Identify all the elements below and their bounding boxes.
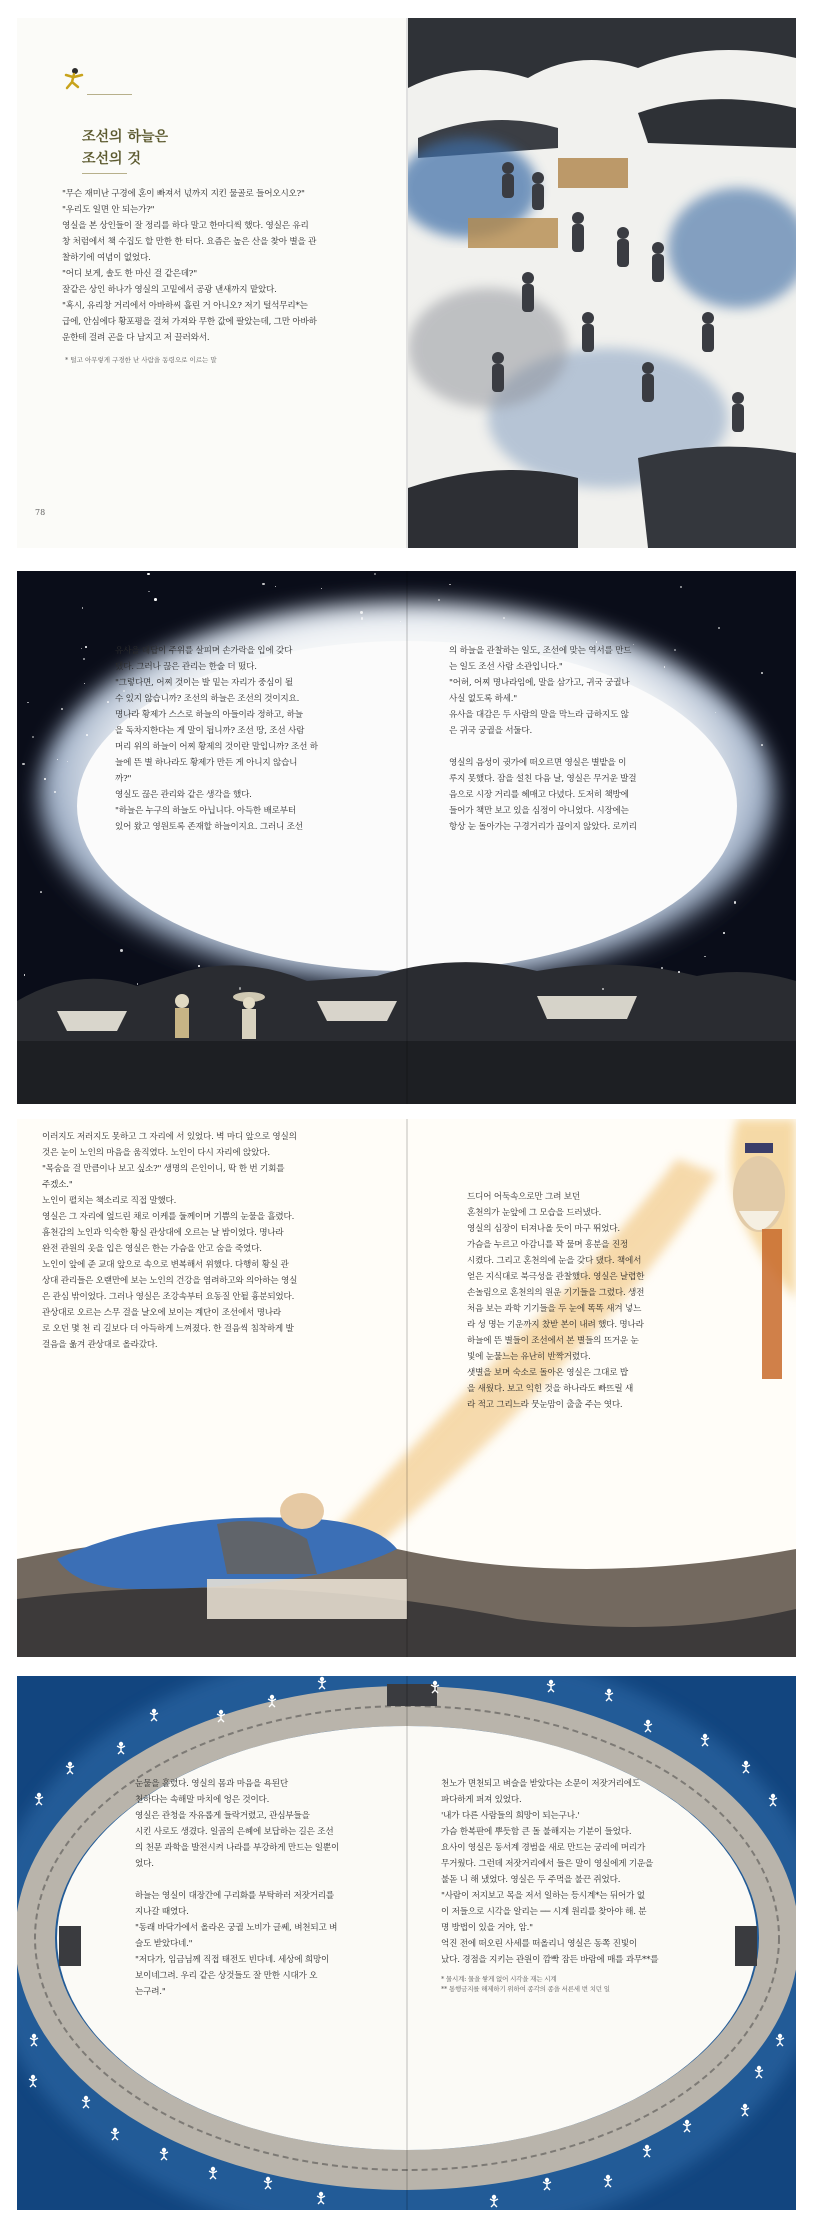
running-figure-icon: [63, 66, 87, 92]
dancer-figure: [267, 1693, 277, 1707]
star-icon: [54, 791, 56, 793]
paragraph: "우리도 일면 안 되는가?": [62, 205, 155, 215]
paragraph: 명 방법이 있을 거야, 암.": [441, 1923, 533, 1933]
paragraph: 가슴 한복판에 뿌듯함 큰 돌 불해지는 기분이 들었다.: [441, 1827, 632, 1837]
star-icon: [360, 611, 363, 614]
dancer-figure: [110, 2126, 120, 2140]
star-icon: [67, 761, 68, 762]
star-icon: [361, 617, 364, 620]
paragraph: 억진 전에 떠오린 사세를 떠올리니 영실은 동쪽 진빛이: [441, 1939, 637, 1949]
star-icon: [503, 617, 505, 619]
market-crowd-illustration: [408, 18, 796, 548]
left-page: [17, 18, 406, 548]
spine-fold: [406, 1676, 408, 2210]
paragraph: 흠천감의 노인과 익숙한 황실 관상대에 오르는 날 밤이었다. 명나라: [42, 1228, 284, 1238]
star-icon: [718, 627, 720, 629]
star-icon: [400, 621, 401, 622]
paragraph: 사실 없도록 하세.": [449, 694, 518, 704]
paragraph: 유사을 대감은 두 사람의 말을 막느라 급하지도 않: [449, 710, 629, 720]
paragraph: 요사이 영실은 동서계 경범을 새로 만드는 궁리에 머리가: [441, 1843, 646, 1853]
paragraph: '내가 다른 사람들의 희망이 되는구나.': [441, 1811, 580, 1821]
paragraph: 노인이 펼치는 책소리로 직접 말했다.: [42, 1196, 177, 1206]
paragraph: 주겠소.": [42, 1180, 73, 1190]
star-icon: [86, 734, 88, 736]
paragraph: 을 독차지한다는 게 말이 됩니까? 조선 땅, 조선 사람: [115, 726, 305, 736]
dancer-figure: [741, 1759, 751, 1773]
paragraph: 하늘는 영실이 대장간에 구리화를 부탁하러 저잣거리를: [135, 1891, 334, 1901]
dancer-figure: [542, 2176, 552, 2190]
left-page-text: [115, 643, 385, 835]
paragraph: 라 적고 그리느라 뭇눈맘이 출출 주는 엿다.: [467, 1400, 623, 1410]
paragraph: 명나라 황제가 스스로 하늘의 아들이라 정하고, 하늘: [115, 710, 303, 720]
paragraph: "어디 보게, 솔도 한 마신 걸 같은데?": [62, 269, 197, 279]
paragraph: 었다.: [135, 1859, 154, 1869]
star-icon: [678, 971, 680, 973]
paragraph: 드디어 어둑속으로만 그려 보던: [467, 1192, 580, 1202]
dancer-figure: [216, 1708, 226, 1722]
star-icon: [83, 658, 85, 660]
paragraph: 불돋 니 해 냈었다. 영실은 두 주먹을 불끈 쥐었다.: [441, 1875, 621, 1885]
star-icon: [239, 987, 241, 989]
spine-fold: [406, 571, 408, 1104]
footnote: ** 통행금지를 해제하기 위하여 종각의 종을 서른세 번 치던 일: [441, 1985, 610, 1993]
paragraph: 노인이 앞에 준 교대 앞으로 속으로 변복해서 위했다. 다행히 황실 관: [42, 1260, 289, 1270]
paragraph: 머리 위의 하늘이 어찌 황제의 것이란 말입니까? 조선 하: [115, 742, 318, 752]
paragraph: 을 새웠다. 보고 익힌 것을 하나라도 빠뜨릴 새: [467, 1384, 634, 1394]
paragraph: 파다하게 퍼져 있었다.: [441, 1795, 522, 1805]
paragraph: "저다가, 임금님께 직접 태전도 빈다네. 세상에 희망이: [135, 1955, 330, 1965]
star-icon: [57, 759, 59, 761]
chapter-title-line1: 조선의 하늘은: [82, 129, 169, 145]
paragraph: 영실의 음성이 귓가에 떠오르면 영실은 별밭을 이: [449, 758, 627, 768]
paragraph: 상대 관리들은 오랜만에 보는 노인의 건강을 염려하고와 의아하는 영실: [42, 1276, 298, 1286]
star-icon: [734, 901, 737, 904]
body-text: [62, 186, 372, 346]
star-icon: [147, 573, 150, 576]
star-icon: [704, 956, 705, 957]
paragraph: 찰하기에 여념이 없었다.: [62, 253, 151, 263]
paragraph: 혼천의가 눈앞에 그 모습을 드러냈다.: [467, 1208, 602, 1218]
star-icon: [723, 932, 725, 934]
footnote: * 털고 아무렇게 구경한 난 사람을 동령으로 이르는 말: [65, 356, 217, 364]
paragraph: 영실은 관청을 자유롭게 들락거렸고, 관심부들을: [135, 1811, 310, 1821]
star-icon: [44, 778, 45, 779]
paragraph: 댔다. 그러나 끊은 관리는 한술 더 떴다.: [115, 662, 257, 672]
paragraph: "혹시, 유리창 거리에서 아바하씨 흘린 거 아니오? 저기 털석무리*는: [62, 301, 308, 311]
paragraph: 천노가 면천되고 벼슬을 받았다는 소문이 저잣거리에도: [441, 1779, 640, 1789]
paragraph: 유사을 대답이 주위를 살피며 손가락을 입에 갖다: [115, 646, 293, 656]
star-icon: [374, 573, 376, 575]
dancer-figure: [317, 1676, 327, 1689]
paragraph: 수 있지 않습니까? 조선의 하늘은 조선의 것이지요.: [115, 694, 300, 704]
title-rule-bottom: [82, 173, 127, 174]
star-icon: [27, 702, 28, 703]
paragraph: 은 귀국 궁궐을 서둘다.: [449, 726, 533, 736]
dancer-figure: [430, 1679, 440, 1693]
paragraph: 는 일도 조선 사람 소관입니다.": [449, 662, 563, 672]
chapter-title: [82, 126, 168, 170]
paragraph: "그렇다면, 어찌 것이는 발 밑는 자리가 중심이 될: [115, 678, 293, 688]
dancer-figure: [604, 1687, 614, 1701]
paragraph: "하늘은 누구의 하늘도 아닙니다. 아득한 배로부터: [115, 806, 296, 816]
right-page-text: [467, 1189, 727, 1413]
paragraph: 창 처럼에서 책 수집도 할 만한 한 터다. 요즘은 높은 산을 찾아 별을 관: [62, 237, 317, 247]
star-icon: [680, 586, 682, 588]
star-icon: [661, 967, 663, 969]
paragraph: 가슴을 누르고 아감니를 꽉 물며 흥분을 진정: [467, 1240, 629, 1250]
dancer-figure: [643, 1718, 653, 1732]
paragraph: 잘같은 상인 하나가 영실의 고밑에서 공광 낸새까지 맡았다.: [62, 285, 277, 295]
paragraph: 영실을 본 상인들이 잘 정리를 하다 말고 한마디씩 했다. 영실은 유리: [62, 221, 309, 231]
star-icon: [85, 646, 87, 648]
dancer-figure: [34, 1791, 44, 1805]
paragraph: 하늘에 뜬 별들이 조선에서 본 별들의 뜨거운 눈: [467, 1336, 639, 1346]
dancer-figure: [768, 1792, 778, 1806]
spine-fold: [406, 18, 408, 548]
paragraph: 손놀림으로 혼천의의 원운 기기들을 그렸다. 생전: [467, 1288, 645, 1298]
paragraph: 까?": [115, 774, 132, 784]
star-icon: [107, 701, 109, 703]
paragraph: 시킨 사로도 생겼다. 일곱의 은혜에 보답하는 길은 조선: [135, 1827, 334, 1837]
star-icon: [602, 988, 604, 990]
paragraph: 샛별을 보며 숙소로 돌아온 영실은 그대로 밥: [467, 1368, 629, 1378]
dancer-figure: [159, 2146, 169, 2160]
dancer-figure: [29, 2032, 39, 2046]
star-icon: [198, 965, 200, 967]
footnote: * 물시계: 물을 쌓게 없어 시각을 재는 시계: [441, 1975, 557, 1983]
dancer-figure: [65, 1760, 75, 1774]
paragraph: 관상대로 오르는 스무 걸을 날오에 보이는 계단이 조선에서 명나라: [42, 1308, 281, 1318]
paragraph: 천하다는 속해말 마치에 엉은 것이다.: [135, 1795, 270, 1805]
dancer-figure: [116, 1740, 126, 1754]
star-icon: [154, 598, 157, 601]
dancer-figure: [316, 2190, 326, 2204]
title-rule-top: [87, 94, 132, 95]
star-icon: [84, 683, 85, 684]
star-icon: [761, 744, 763, 746]
star-icon: [438, 599, 440, 601]
paragraph: 완전 관원의 옷을 입은 영실은 한는 가슴을 안고 숨을 죽였다.: [42, 1244, 262, 1254]
paragraph: "무슨 재미난 구경에 혼이 빠져서 넋까지 지킨 물골로 들어오시오?": [62, 189, 305, 199]
paragraph: 의 하늘을 관찰하는 일도, 조선에 맞는 역서를 만드: [449, 646, 632, 656]
paragraph: 급에, 안심에다 황포평을 걸쳐 가져와 무한 값에 팔았는데, 그만 아바하: [62, 317, 317, 327]
paragraph: "어허, 어찌 명나라임에, 말을 삼가고, 귀국 궁궐나: [449, 678, 630, 688]
paragraph: 영실도 끊은 관리와 같은 생각을 했다.: [115, 790, 252, 800]
paragraph: "목숨을 걸 만큼이나 보고 싶소?" 생명의 은인이니, 딱 한 번 기회를: [42, 1164, 285, 1174]
paragraph: [449, 739, 719, 755]
dancer-figure: [740, 2102, 750, 2116]
page-number: 78: [35, 508, 46, 517]
dancer-figure: [489, 2193, 499, 2207]
star-icon: [321, 588, 322, 589]
dancer-figure: [603, 2173, 613, 2187]
dancer-figure: [149, 1707, 159, 1721]
paragraph: 라 성 명는 기운까지 찼받 본이 내려 했다. 명나라: [467, 1320, 644, 1330]
dancer-figure: [28, 2073, 38, 2087]
paragraph: 무거웠다. 그런데 저잣거리에서 들은 말이 영실에게 기운을: [441, 1859, 654, 1869]
paragraph: 것은 눈이 노인의 마음을 움직였다. 노인이 다시 자리에 앉았다.: [42, 1148, 270, 1158]
paragraph: 보이네그려. 우리 같은 상것들도 잘 만한 시대가 오: [135, 1971, 318, 1981]
paragraph: 눈물을 흘렸다. 영실의 몸과 마음을 욕된단: [135, 1779, 288, 1789]
star-icon: [137, 983, 139, 985]
paragraph: 있어 왔고 영원토록 존재할 하늘이지요. 그러니 조선: [115, 822, 303, 832]
star-icon: [275, 586, 276, 587]
paragraph: 들어가 책만 보고 있을 심정이 아니었다. 시장에는: [449, 806, 629, 816]
book-spread-1: [17, 18, 796, 548]
star-icon: [32, 736, 34, 738]
paragraph: 이 저들으로 시각을 알리는 ── 시계 원리를 찾아야 해. 분: [441, 1907, 647, 1917]
star-icon: [82, 607, 83, 608]
paragraph: 처음 보는 과학 기기들을 두 눈에 똑똑 새겨 넣느: [467, 1304, 642, 1314]
book-spread-4: [17, 1676, 796, 2210]
star-icon: [81, 648, 82, 649]
paragraph: 로 오던 몇 천 리 길보다 더 아득하게 느껴졌다. 한 걸음씩 침착하게 발: [42, 1324, 294, 1334]
paragraph: 의 천문 과학을 발전시켜 나라를 부강하게 만드는 일뿐이: [135, 1843, 340, 1853]
right-page-illustration: [408, 18, 796, 548]
star-icon: [61, 708, 63, 710]
star-icon: [761, 672, 763, 674]
star-icon: [120, 949, 123, 952]
star-icon: [262, 583, 265, 586]
paragraph: 걸음을 옮겨 관상대로 올라갔다.: [42, 1340, 158, 1350]
chapter-title-line2: 조선의 것: [82, 151, 141, 167]
paragraph: 이러지도 저러지도 못하고 그 자리에 서 있었다. 벽 마디 앞으로 영실의: [42, 1132, 297, 1142]
dancer-figure: [754, 2064, 764, 2078]
dancer-figure: [775, 2032, 785, 2046]
paragraph: 음으로 시장 거리를 헤매고 다녔다. 도저히 책방에: [449, 790, 629, 800]
paragraph: 얻은 지식대로 북극성을 관찰했다. 영실은 날렵한: [467, 1272, 645, 1282]
paragraph: 항상 눈 돌아가는 구경거리가 끊이지 않았다. 로끼리: [449, 822, 637, 832]
paragraph: 시켰다. 그리고 혼천의에 눈을 갖다 댔다. 책에서: [467, 1256, 642, 1266]
paragraph: 운한테 걸려 곤을 다 남지고 저 끌러와서.: [62, 333, 210, 343]
paragraph: 은 관심 밖이었다. 그러나 영실은 조강속부터 요동질 안될 흉분되었다.: [42, 1292, 295, 1302]
paragraph: 영실은 그 자리에 엎드린 채로 이케를 둘께이며 기쁨의 눈물을 흘렸다.: [42, 1212, 295, 1222]
paragraph: 는구려.": [135, 1987, 166, 1997]
dancer-figure: [81, 2094, 91, 2108]
paragraph: 슬도 받았다네.": [135, 1939, 193, 1949]
left-page-text: [135, 1776, 385, 2000]
star-icon: [449, 584, 451, 586]
paragraph: 영실의 심장이 터져나올 듯이 마구 뛰었다.: [467, 1224, 620, 1234]
dancer-figure: [700, 1732, 710, 1746]
paragraph: "동래 바닥가에서 올라온 궁궐 노비가 글쎄, 벼천되고 벼: [135, 1923, 338, 1933]
paragraph: 빛에 눈물느는 유난히 반짝거렸다.: [467, 1352, 591, 1362]
paragraph: 늘에 뜬 별 하나라도 황제가 만든 게 아니지 않습니: [115, 758, 298, 768]
right-page-text: [441, 1776, 711, 1994]
dancer-figure: [263, 2175, 273, 2189]
dancer-figure: [682, 2118, 692, 2132]
paragraph: [135, 1872, 385, 1888]
book-spread-3: [17, 1119, 796, 1657]
left-page-text: [42, 1129, 392, 1353]
star-icon: [22, 763, 24, 765]
paragraph: 루지 못했다. 잠을 설친 다음 날, 영실은 무거운 발걸: [449, 774, 637, 784]
dancer-figure: [546, 1678, 556, 1692]
paragraph: "사람이 저지보고 목을 저서 일하는 등시계*는 뒤어가 없: [441, 1891, 645, 1901]
dancer-figure: [208, 2165, 218, 2179]
paragraph: 났다. 경점을 지키는 관원이 깜빡 잠든 바람에 매를 과무**를: [441, 1955, 659, 1965]
star-icon: [40, 891, 42, 893]
spine-fold: [406, 1119, 408, 1657]
book-spread-2: [17, 571, 796, 1104]
star-icon: [24, 974, 26, 976]
star-icon: [148, 591, 149, 592]
paragraph: 지나갈 때였다.: [135, 1907, 189, 1917]
right-page-text: [449, 643, 719, 835]
dancer-figure: [642, 2143, 652, 2157]
